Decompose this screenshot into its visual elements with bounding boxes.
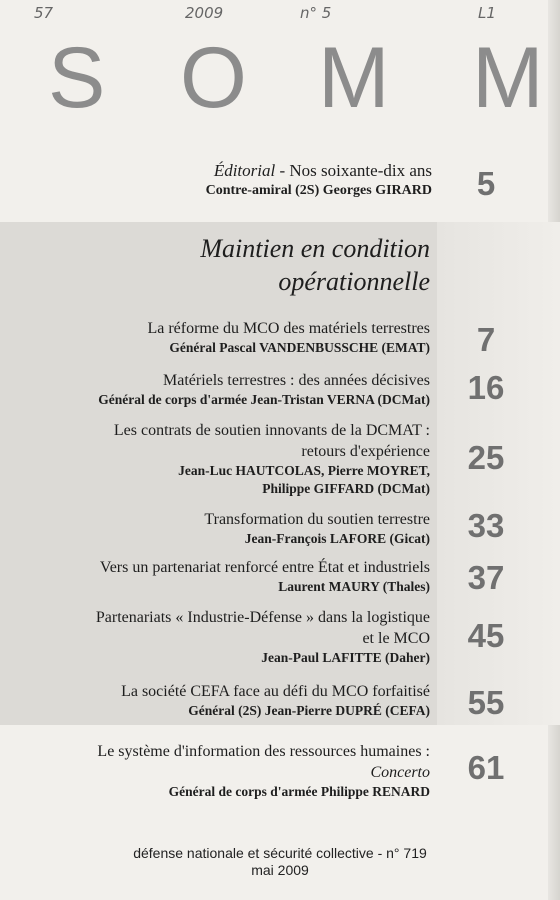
header-letter: O [180,30,247,126]
toc-entry[interactable] [0,420,430,498]
header-letter: S [48,30,106,126]
entry-title: retours d'expérience [301,443,430,460]
entry-author: Général (2S) Jean-Pierre DUPRÉ (CEFA) [188,703,430,718]
entry-title: La société CEFA face au défi du MCO forfaitisé [121,683,430,700]
header-letter: M [472,30,544,126]
entry-title: Partenariats « Industrie-Défense » dans la logistique [95,609,430,626]
entry-page-number: 25 [467,439,505,476]
publication-footer [0,845,560,879]
entry-page-number: 33 [467,507,505,544]
entry-page-number: 7 [476,321,496,358]
toc-entry[interactable] [0,509,430,548]
entry-author: Jean-Luc HAUTCOLAS, Pierre MOYRET, [178,463,430,478]
toc-entry[interactable] [0,370,430,409]
entry-author: Général de corps d'armée Philippe RENARD [168,784,430,799]
header-letter: M [318,30,390,126]
footer-date: mai 2009 [251,862,309,878]
entry-page-number: 37 [467,559,505,596]
entry-author: Général Pascal VANDENBUSSCHE (EMAT) [169,340,430,355]
entry-page-number: 55 [467,684,505,721]
entry-title: Transformation du soutien terrestre [204,511,430,528]
editorial-title: Éditorial - Nos soixante-dix ans [213,161,432,180]
entry-title: Le système d'information des ressources humaines : [97,743,430,760]
toc-entry[interactable] [0,607,430,667]
handwritten-note-year: 2009 [185,4,224,22]
toc-entry[interactable] [0,741,430,801]
toc-entry[interactable] [0,681,430,720]
editorial-entry[interactable] [0,160,432,200]
toc-entry[interactable] [0,557,430,596]
editorial-author: Contre-amiral (2S) Georges GIRARD [205,183,432,198]
entry-author: Jean-Paul LAFITTE (Daher) [261,650,430,665]
entry-page-number: 45 [467,617,505,654]
entry-title: Les contrats de soutien innovants de la DCMAT : [113,422,430,439]
entry-author: Jean-François LAFORE (Gicat) [244,531,430,546]
entry-title: et le MCO [362,630,430,647]
editorial-page-number: 5 [476,165,496,202]
sommaire-header [0,30,560,126]
entry-page-number: 61 [467,749,505,786]
handwritten-note-number: n° 5 [300,4,332,22]
section-title: Maintien en condition opérationnelle [200,234,430,296]
handwritten-note-right: L1 [478,4,496,22]
entry-author: Général de corps d'armée Jean-Tristan VERNA (DCMat) [98,392,430,407]
entry-title: Matériels terrestres : des années décisives [162,372,430,389]
handwritten-note-left: 57 [34,4,54,22]
footer-issue: défense nationale et sécurité collective - n° 719 [133,845,427,861]
entry-author: Laurent MAURY (Thales) [278,579,430,594]
toc-entry[interactable] [0,318,430,357]
entry-title: La réforme du MCO des matériels terrestres [147,320,430,337]
entry-title: Concerto [370,764,430,781]
entry-page-number: 16 [467,369,505,406]
entry-title: Vers un partenariat renforcé entre État et industriels [99,559,430,576]
entry-author: Philippe GIFFARD (DCMat) [262,481,430,496]
